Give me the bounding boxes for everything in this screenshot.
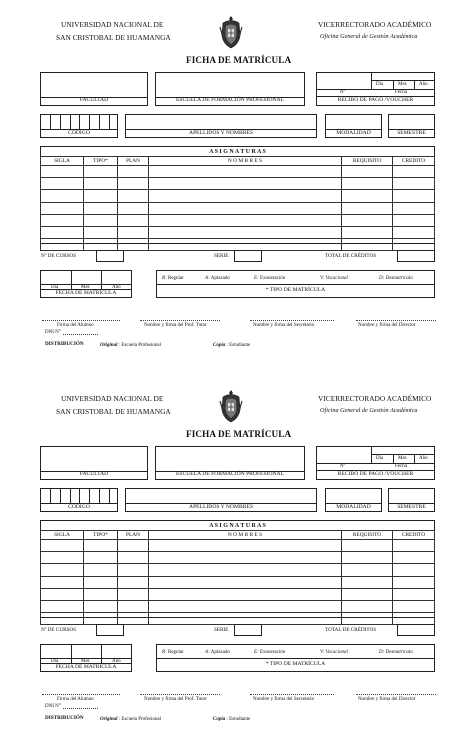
asignatura-cell[interactable] bbox=[342, 552, 393, 564]
tipo-dirigido: D: Desmatricula bbox=[379, 650, 413, 655]
recibo-numero-label: Nº bbox=[340, 89, 346, 95]
asignatura-cell[interactable] bbox=[342, 564, 393, 576]
recibo-label: RECIBO DE PAGO /VOUCHER bbox=[337, 471, 414, 477]
asignatura-cell[interactable] bbox=[118, 166, 149, 178]
asignatura-cell[interactable] bbox=[342, 600, 393, 612]
escuela-label: ESCUELA DE FORMACIÓN PROFESIONAL bbox=[175, 471, 284, 477]
tipo-matricula-label: * TIPO DE MATRÍCULA bbox=[265, 661, 326, 667]
asignatura-cell[interactable] bbox=[118, 588, 149, 600]
firma-secretario-label: Nombre y firma del Secretario bbox=[253, 697, 315, 702]
asignatura-cell[interactable] bbox=[342, 588, 393, 600]
asignatura-row[interactable] bbox=[41, 576, 435, 588]
asignatura-cell[interactable] bbox=[393, 564, 435, 576]
asignatura-row[interactable] bbox=[41, 600, 435, 612]
asignatura-cell[interactable] bbox=[149, 190, 342, 202]
num-cursos-field[interactable] bbox=[96, 624, 124, 636]
asignatura-cell[interactable] bbox=[393, 600, 435, 612]
col-plan: PLAN bbox=[118, 531, 149, 540]
asignatura-cell[interactable] bbox=[84, 540, 118, 552]
asignatura-cell[interactable] bbox=[118, 214, 149, 226]
recibo-fecha-label: Fecha bbox=[395, 89, 407, 95]
asignatura-cell[interactable] bbox=[41, 613, 84, 625]
university-name-line2: SAN CRISTOBAL DE HUAMANGA bbox=[56, 407, 171, 416]
dni-label: DNI N° bbox=[45, 704, 61, 709]
total-creditos-field[interactable] bbox=[397, 250, 435, 262]
recibo-anio-label: Año bbox=[419, 82, 428, 87]
asignatura-cell[interactable] bbox=[41, 202, 84, 214]
fecha-mes-label: Mes bbox=[81, 658, 90, 664]
asignatura-cell[interactable] bbox=[118, 226, 149, 238]
asignatura-row[interactable] bbox=[41, 202, 435, 214]
tipo-vacacional: V: Vacacional bbox=[320, 650, 348, 655]
asignatura-row[interactable] bbox=[41, 190, 435, 202]
tipo-aplazado: A: Aplazado bbox=[205, 650, 230, 655]
asignatura-row[interactable] bbox=[41, 588, 435, 600]
col-requisito: REQUISITO bbox=[342, 157, 393, 166]
tipo-vacacional: V: Vacacional bbox=[320, 276, 348, 281]
asignatura-cell[interactable] bbox=[393, 190, 435, 202]
fecha-anio-label: Año bbox=[112, 658, 121, 664]
asignatura-cell[interactable] bbox=[41, 540, 84, 552]
tipo-aplazado: A: Aplazado bbox=[205, 276, 230, 281]
asignatura-cell[interactable] bbox=[149, 166, 342, 178]
semestre-label: SEMESTRE bbox=[397, 129, 426, 136]
asignatura-cell[interactable] bbox=[84, 190, 118, 202]
asignatura-cell[interactable] bbox=[342, 178, 393, 190]
tipo-regular: R: Regular bbox=[162, 276, 184, 281]
num-cursos-field[interactable] bbox=[96, 250, 124, 262]
distribucion-label: DISTRIBUCIÓN bbox=[45, 341, 84, 347]
asignatura-row[interactable] bbox=[41, 226, 435, 238]
recibo-label: RECIBO DE PAGO /VOUCHER bbox=[337, 97, 414, 103]
asignatura-cell[interactable] bbox=[84, 166, 118, 178]
escuela-label: ESCUELA DE FORMACIÓN PROFESIONAL bbox=[175, 97, 284, 103]
tipo-exoneracion: E: Exoneración bbox=[254, 650, 286, 655]
form-title: FICHA DE MATRÍCULA bbox=[186, 55, 292, 65]
col-nombres: N O M B R E S bbox=[149, 157, 342, 166]
asignatura-cell[interactable] bbox=[149, 600, 342, 612]
university-name-line1: UNIVERSIDAD NACIONAL DE bbox=[61, 20, 164, 29]
apellidos-label: APELLIDOS Y NOMBRES bbox=[189, 503, 253, 510]
recibo-anio-label: Año bbox=[419, 456, 428, 461]
facultad-label: FACULTAD bbox=[79, 471, 109, 477]
asignatura-cell[interactable] bbox=[342, 540, 393, 552]
ficha-matricula-form-1 bbox=[0, 0, 474, 372]
asignatura-cell[interactable] bbox=[118, 576, 149, 588]
asignaturas-header-row bbox=[41, 157, 435, 166]
asignatura-cell[interactable] bbox=[342, 202, 393, 214]
asignatura-cell[interactable] bbox=[149, 552, 342, 564]
asignaturas-grid bbox=[40, 530, 435, 625]
fecha-dia-label: Día bbox=[51, 658, 59, 664]
asignatura-cell[interactable] bbox=[84, 226, 118, 238]
asignatura-cell[interactable] bbox=[393, 576, 435, 588]
distribucion-original: Original : Escuela Profesional bbox=[100, 716, 161, 722]
asignatura-cell[interactable] bbox=[342, 190, 393, 202]
asignatura-cell[interactable] bbox=[118, 564, 149, 576]
asignatura-cell[interactable] bbox=[342, 239, 393, 251]
asignatura-cell[interactable] bbox=[118, 202, 149, 214]
asignatura-cell[interactable] bbox=[41, 552, 84, 564]
asignaturas-header-row bbox=[41, 531, 435, 540]
asignatura-cell[interactable] bbox=[41, 214, 84, 226]
asignatura-cell[interactable] bbox=[149, 540, 342, 552]
university-crest-icon bbox=[219, 15, 243, 50]
vicerrectorado-label: VICERRECTORADO ACADÉMICO bbox=[318, 20, 432, 29]
facultad-label: FACULTAD bbox=[79, 97, 109, 103]
tipo-dirigido: D: Desmatricula bbox=[379, 276, 413, 281]
asignatura-cell[interactable] bbox=[84, 576, 118, 588]
firma-director-label: Nombre y firma del Director bbox=[358, 323, 416, 328]
asignatura-cell[interactable] bbox=[84, 613, 118, 625]
modalidad-label: MODALIDAD bbox=[336, 129, 371, 136]
asignatura-cell[interactable] bbox=[118, 613, 149, 625]
asignatura-cell[interactable] bbox=[393, 166, 435, 178]
asignatura-cell[interactable] bbox=[41, 178, 84, 190]
asignatura-cell[interactable] bbox=[84, 552, 118, 564]
asignatura-cell[interactable] bbox=[393, 540, 435, 552]
university-name-line1: UNIVERSIDAD NACIONAL DE bbox=[61, 394, 164, 403]
modalidad-label: MODALIDAD bbox=[336, 503, 371, 510]
asignatura-row[interactable] bbox=[41, 239, 435, 251]
university-crest-icon bbox=[219, 389, 243, 424]
col-requisito: REQUISITO bbox=[342, 531, 393, 540]
serie-label: SERIE bbox=[214, 253, 229, 259]
asignaturas-title: A S I G N A T U R A S bbox=[209, 148, 266, 155]
office-label: Oficina General de Gestión Académica bbox=[320, 33, 418, 40]
recibo-dia-label: Día bbox=[376, 456, 384, 461]
asignatura-cell[interactable] bbox=[149, 588, 342, 600]
serie-field[interactable] bbox=[234, 250, 262, 262]
dni-label: DNI N° bbox=[45, 330, 61, 335]
asignatura-cell[interactable] bbox=[84, 600, 118, 612]
recibo-fecha-label: Fecha bbox=[395, 463, 407, 469]
fecha-anio-label: Año bbox=[112, 284, 121, 290]
total-creditos-label: TOTAL DE CRÉDITOS bbox=[325, 627, 377, 633]
asignatura-row[interactable] bbox=[41, 613, 435, 625]
total-creditos-label: TOTAL DE CRÉDITOS bbox=[325, 253, 377, 259]
recibo-dia-label: Día bbox=[376, 82, 384, 87]
num-cursos-label: Nº DE CURSOS bbox=[41, 627, 77, 633]
asignatura-row[interactable] bbox=[41, 178, 435, 190]
asignatura-cell[interactable] bbox=[393, 178, 435, 190]
distribucion-label: DISTRIBUCIÓN bbox=[45, 715, 84, 721]
asignatura-cell[interactable] bbox=[118, 239, 149, 251]
tipo-regular: R: Regular bbox=[162, 650, 184, 655]
asignatura-row[interactable] bbox=[41, 540, 435, 552]
col-nombres: N O M B R E S bbox=[149, 531, 342, 540]
tipo-matricula-label: * TIPO DE MATRÍCULA bbox=[265, 287, 326, 293]
asignatura-cell[interactable] bbox=[342, 226, 393, 238]
codigo-label: CÓDIGO bbox=[68, 503, 90, 510]
col-sigla: SIGLA bbox=[41, 157, 84, 166]
asignaturas-title: A S I G N A T U R A S bbox=[209, 522, 266, 529]
tipo-exoneracion: E: Exoneración bbox=[254, 276, 286, 281]
asignatura-cell[interactable] bbox=[149, 202, 342, 214]
recibo-mes-label: Mes bbox=[398, 82, 407, 87]
firma-alumno-label: Firma del Alumno bbox=[57, 697, 94, 702]
asignatura-row[interactable] bbox=[41, 166, 435, 178]
asignatura-cell[interactable] bbox=[149, 564, 342, 576]
asignatura-cell[interactable] bbox=[149, 214, 342, 226]
university-name-line2: SAN CRISTOBAL DE HUAMANGA bbox=[56, 33, 171, 42]
fecha-dia-label: Día bbox=[51, 284, 59, 290]
col-credito: CREDITO bbox=[393, 157, 435, 166]
asignatura-cell[interactable] bbox=[149, 239, 342, 251]
asignatura-cell[interactable] bbox=[118, 600, 149, 612]
asignatura-cell[interactable] bbox=[84, 214, 118, 226]
asignatura-cell[interactable] bbox=[118, 540, 149, 552]
firma-secretario-label: Nombre y firma del Secretario bbox=[253, 323, 315, 328]
asignatura-cell[interactable] bbox=[41, 239, 84, 251]
firma-tutor-label: Nombre y firma del Prof. Tutor bbox=[144, 323, 207, 328]
num-cursos-label: Nº DE CURSOS bbox=[41, 253, 77, 259]
asignatura-cell[interactable] bbox=[41, 190, 84, 202]
asignatura-cell[interactable] bbox=[84, 178, 118, 190]
distribucion-copia: Copia : Estudiante bbox=[213, 342, 251, 348]
col-credito: CREDITO bbox=[393, 531, 435, 540]
asignatura-row[interactable] bbox=[41, 552, 435, 564]
office-label: Oficina General de Gestión Académica bbox=[320, 407, 418, 414]
firma-alumno-label: Firma del Alumno bbox=[57, 323, 94, 328]
distribucion-copia: Copia : Estudiante bbox=[213, 716, 251, 722]
asignatura-cell[interactable] bbox=[393, 239, 435, 251]
firma-tutor-label: Nombre y firma del Prof. Tutor bbox=[144, 697, 207, 702]
asignatura-cell[interactable] bbox=[393, 226, 435, 238]
asignatura-cell[interactable] bbox=[393, 552, 435, 564]
asignatura-cell[interactable] bbox=[393, 214, 435, 226]
fecha-matricula-label: FECHA DE MATRÍCULA bbox=[55, 290, 117, 296]
asignatura-row[interactable] bbox=[41, 564, 435, 576]
col-sigla: SIGLA bbox=[41, 531, 84, 540]
recibo-mes-label: Mes bbox=[398, 456, 407, 461]
col-tipo: TIPO* bbox=[84, 531, 118, 540]
serie-label: SERIE bbox=[214, 627, 229, 633]
asignatura-cell[interactable] bbox=[342, 166, 393, 178]
asignatura-cell[interactable] bbox=[342, 214, 393, 226]
asignatura-cell[interactable] bbox=[41, 588, 84, 600]
asignatura-cell[interactable] bbox=[84, 239, 118, 251]
asignatura-cell[interactable] bbox=[149, 576, 342, 588]
col-tipo: TIPO* bbox=[84, 157, 118, 166]
distribucion-original: Original : Escuela Profesional bbox=[100, 342, 161, 348]
serie-field[interactable] bbox=[234, 624, 262, 636]
asignatura-cell[interactable] bbox=[118, 190, 149, 202]
codigo-label: CÓDIGO bbox=[68, 129, 90, 136]
asignaturas-grid bbox=[40, 156, 435, 251]
vicerrectorado-label: VICERRECTORADO ACADÉMICO bbox=[318, 394, 432, 403]
asignatura-cell[interactable] bbox=[84, 564, 118, 576]
fecha-matricula-label: FECHA DE MATRÍCULA bbox=[55, 664, 117, 670]
asignatura-cell[interactable] bbox=[118, 552, 149, 564]
asignatura-cell[interactable] bbox=[149, 226, 342, 238]
ficha-matricula-form-2 bbox=[0, 374, 474, 746]
asignatura-cell[interactable] bbox=[41, 600, 84, 612]
apellidos-label: APELLIDOS Y NOMBRES bbox=[189, 129, 253, 136]
asignatura-cell[interactable] bbox=[393, 613, 435, 625]
col-plan: PLAN bbox=[118, 157, 149, 166]
asignatura-cell[interactable] bbox=[41, 564, 84, 576]
asignatura-cell[interactable] bbox=[41, 166, 84, 178]
form-title: FICHA DE MATRÍCULA bbox=[186, 429, 292, 439]
firma-director-label: Nombre y firma del Director bbox=[358, 697, 416, 702]
asignatura-cell[interactable] bbox=[342, 613, 393, 625]
asignatura-cell[interactable] bbox=[84, 588, 118, 600]
asignatura-cell[interactable] bbox=[41, 576, 84, 588]
asignatura-cell[interactable] bbox=[149, 178, 342, 190]
asignatura-cell[interactable] bbox=[342, 576, 393, 588]
asignatura-cell[interactable] bbox=[393, 202, 435, 214]
asignatura-cell[interactable] bbox=[118, 178, 149, 190]
semestre-label: SEMESTRE bbox=[397, 503, 426, 510]
total-creditos-field[interactable] bbox=[397, 624, 435, 636]
recibo-numero-label: Nº bbox=[340, 463, 346, 469]
asignatura-cell[interactable] bbox=[149, 613, 342, 625]
asignatura-cell[interactable] bbox=[41, 226, 84, 238]
asignatura-cell[interactable] bbox=[393, 588, 435, 600]
fecha-mes-label: Mes bbox=[81, 284, 90, 290]
asignatura-row[interactable] bbox=[41, 214, 435, 226]
asignatura-cell[interactable] bbox=[84, 202, 118, 214]
